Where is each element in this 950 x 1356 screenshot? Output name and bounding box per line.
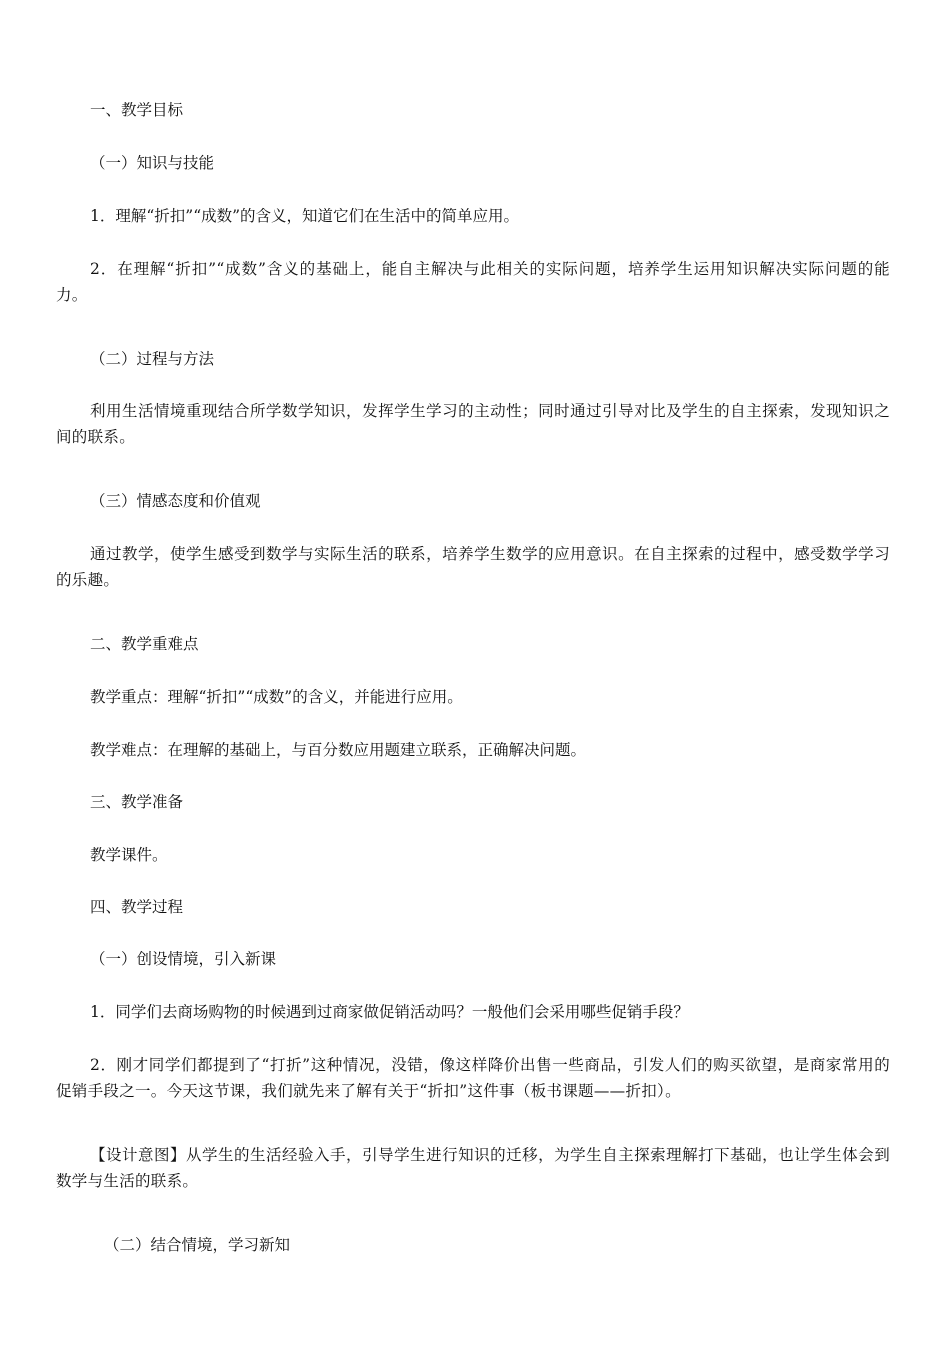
- paragraph: 利用生活情境重现结合所学数学知识，发挥学生学习的主动性；同时通过引导对比及学生的自主探索，发现知识之间的联系。: [56, 402, 890, 446]
- paragraph: 教学课件。: [90, 846, 168, 864]
- subheading-learn-new: （二）结合情境，学习新知: [104, 1236, 291, 1254]
- paragraph-design-intent: 【设计意图】从学生的生活经验入手，引导学生进行知识的迁移，为学生自主探索理解打下基础，也让学生体会到数学与生活的联系。: [56, 1146, 890, 1190]
- paragraph: 1．同学们去商场购物的时候遇到过商家做促销活动吗？一般他们会采用哪些促销手段？: [90, 1003, 689, 1021]
- paragraph: 通过教学，使学生感受到数学与实际生活的联系，培养学生数学的应用意识。在自主探索的过程中，感受数学学习的乐趣。: [56, 545, 890, 589]
- paragraph: 2．刚才同学们都提到了“打折”这种情况，没错，像这样降价出售一些商品，引发人们的购买欲望，是商家常用的促销手段之一。今天这节课，我们就先来了解有关于“折扣”这件事（板书课题——折扣）。: [56, 1056, 890, 1100]
- heading-preparation: 三、教学准备: [90, 793, 184, 811]
- subheading-knowledge-skills: （一）知识与技能: [90, 154, 215, 172]
- heading-teaching-process: 四、教学过程: [90, 898, 184, 916]
- heading-key-points: 二、教学重难点: [90, 635, 199, 653]
- subheading-process-method: （二）过程与方法: [90, 350, 215, 368]
- subheading-create-scenario: （一）创设情境，引入新课: [90, 950, 277, 968]
- paragraph: 教学重点：理解“折扣”“成数”的含义，并能进行应用。: [90, 688, 463, 706]
- paragraph: 教学难点：在理解的基础上，与百分数应用题建立联系，正确解决问题。: [90, 741, 587, 759]
- subheading-values: （三）情感态度和价值观: [90, 492, 261, 510]
- paragraph: 1．理解“折扣”“成数”的含义，知道它们在生活中的简单应用。: [90, 207, 520, 225]
- paragraph: 2．在理解“折扣”“成数”含义的基础上，能自主解决与此相关的实际问题，培养学生运用知识解决实际问题的能力。: [56, 260, 890, 304]
- heading-teaching-goals: 一、教学目标: [90, 101, 184, 119]
